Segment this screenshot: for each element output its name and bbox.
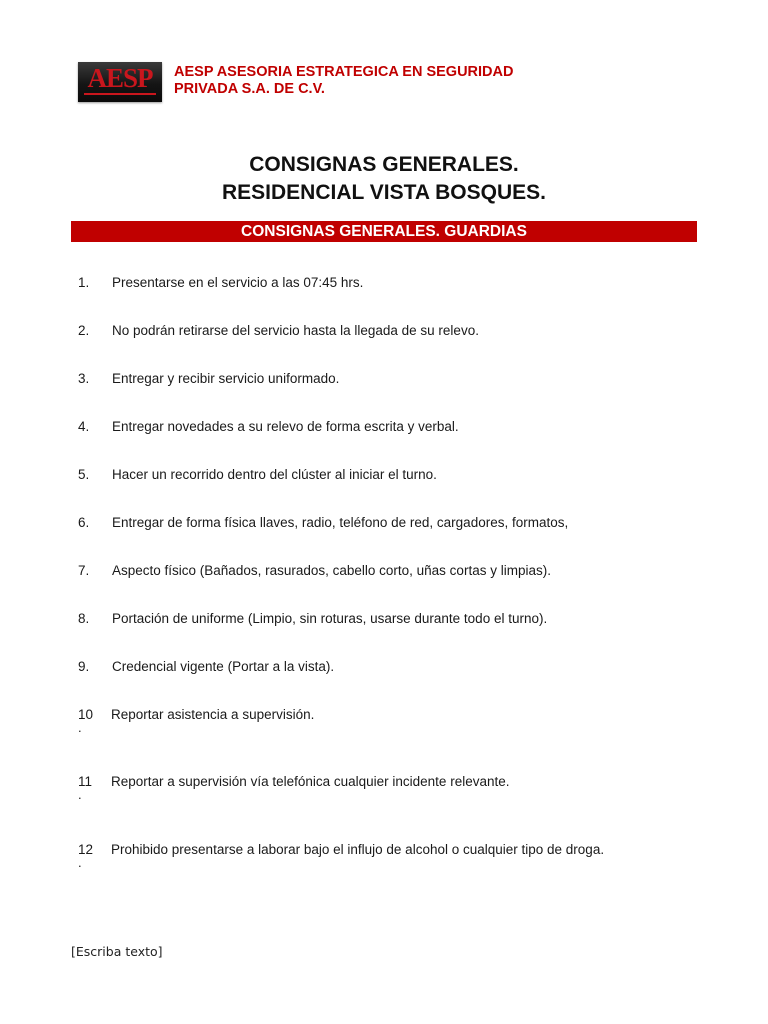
rule-number: 1. (78, 275, 90, 290)
rule-text: Entregar y recibir servicio uniformado. (112, 371, 340, 386)
rule-number: 3. (78, 371, 90, 386)
rule-number: 12 (78, 842, 94, 857)
rule-number: 8. (78, 611, 90, 626)
rule-text: Entregar de forma física llaves, radio, teléfono de red, cargadores, formatos, (112, 515, 569, 530)
rule-number: 7. (78, 563, 90, 578)
rule-text: Reportar asistencia a supervisión. (111, 707, 315, 722)
rule-number: 2. (78, 323, 90, 338)
rule-text: No podrán retirarse del servicio hasta la llegada de su relevo. (112, 323, 479, 338)
footer-placeholder[interactable]: [Escriba texto] (71, 944, 163, 959)
rule-text: Entregar novedades a su relevo de forma escrita y verbal. (112, 419, 459, 434)
rule-text: Hacer un recorrido dentro del clúster al iniciar el turno. (112, 467, 437, 482)
section-banner: CONSIGNAS GENERALES. GUARDIAS (71, 221, 697, 242)
document-title-line1: CONSIGNAS GENERALES. (249, 153, 519, 176)
rule-number: 9. (78, 659, 90, 674)
rule-text: Aspecto físico (Bañados, rasurados, cabello corto, uñas cortas y limpias). (112, 563, 551, 578)
rule-text: Prohibido presentarse a laborar bajo el influjo de alcohol o cualquier tipo de droga. (111, 842, 605, 857)
rule-text: Portación de uniforme (Limpio, sin roturas, usarse durante todo el turno). (112, 611, 548, 626)
document-title-line2: RESIDENCIAL VISTA BOSQUES. (222, 181, 546, 204)
rule-number: 5. (78, 467, 90, 482)
logo-text: AESP (87, 63, 153, 93)
rule-number-dot: . (78, 787, 82, 802)
company-name-line1: AESP ASESORIA ESTRATEGICA EN SEGURIDAD (174, 64, 514, 80)
rule-number-dot: . (78, 720, 82, 735)
rule-number: 4. (78, 419, 90, 434)
rule-text: Reportar a supervisión vía telefónica cualquier incidente relevante. (111, 774, 510, 789)
rule-number: 11 (78, 774, 93, 789)
rule-number: 6. (78, 515, 90, 530)
company-name-line2: PRIVADA S.A. DE C.V. (174, 81, 325, 97)
rule-number: 10 (78, 707, 94, 722)
rule-number-dot: . (78, 855, 82, 870)
rule-text: Presentarse en el servicio a las 07:45 hrs. (112, 275, 364, 290)
rule-text: Credencial vigente (Portar a la vista). (112, 659, 335, 674)
